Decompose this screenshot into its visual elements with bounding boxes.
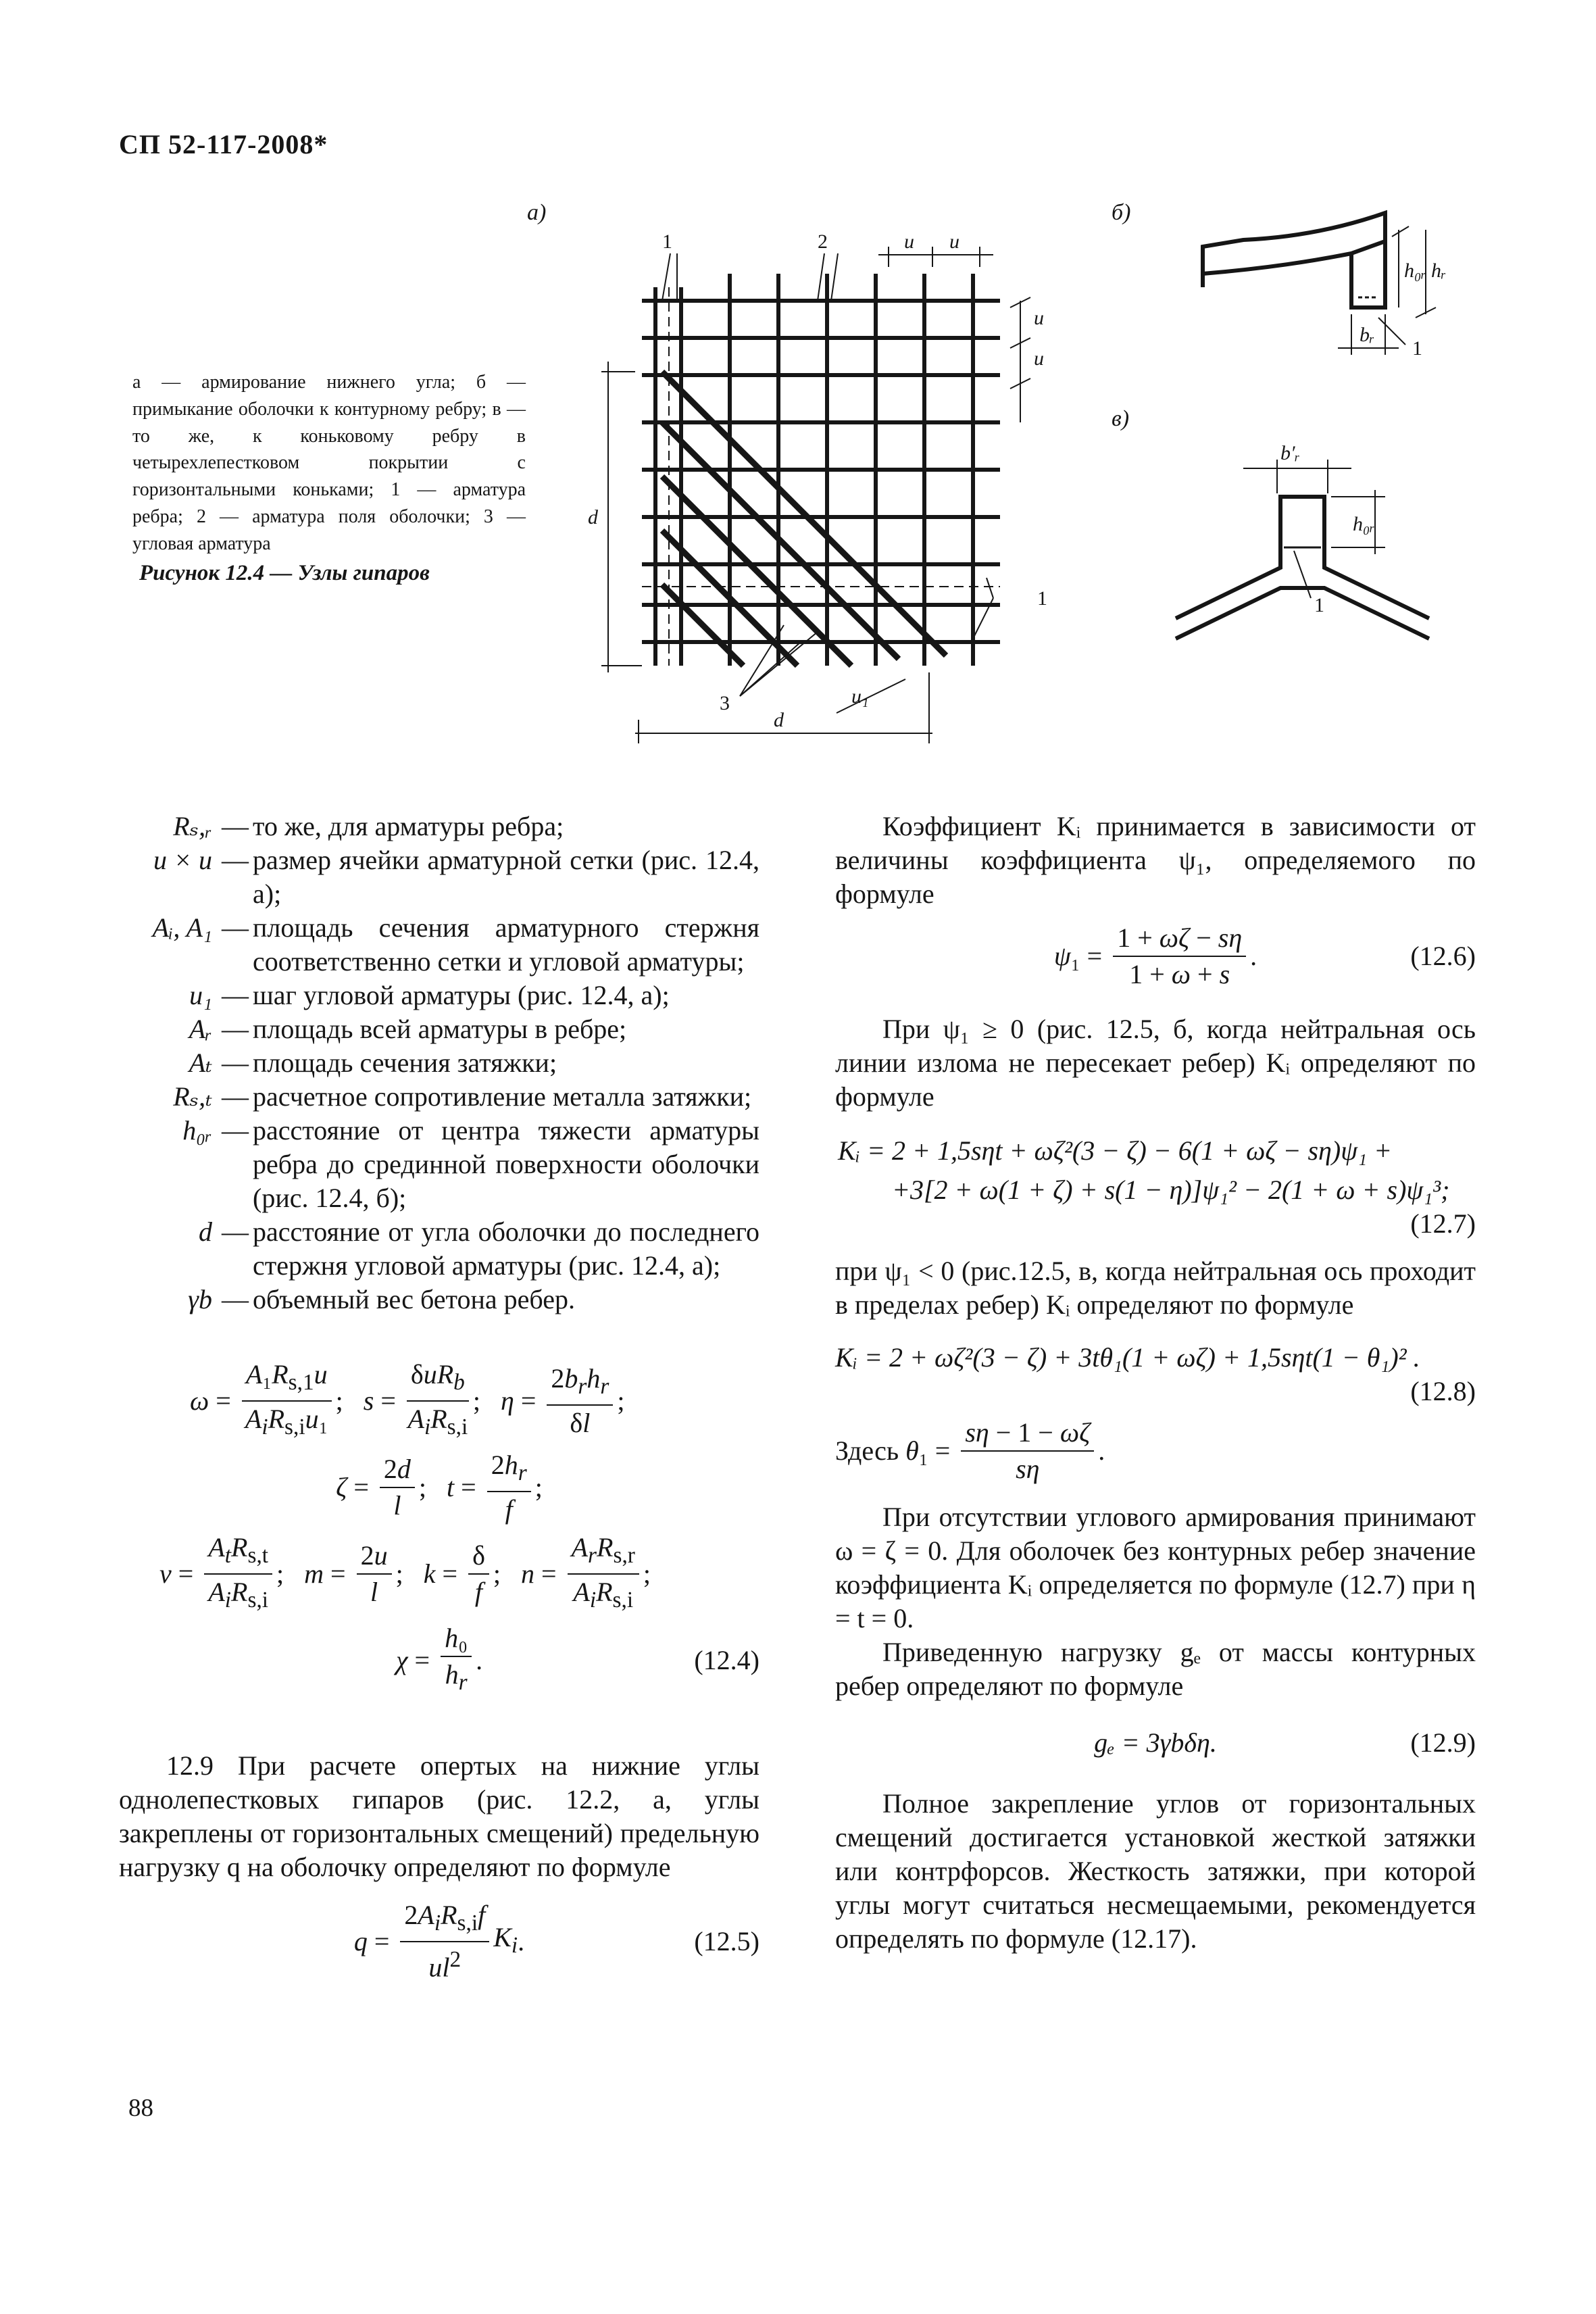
paragraph-12-9: 12.9 При расчете опертых на нижние углы однолепестковых гипаров (рис. 12.2, а, углы закреплены от горизонтальных смещений) предельную нагрузку q на оболочку определяют по формуле (119, 1750, 759, 1882)
definition-item: d — расстояние от угла оболочки до последнего стержня угловой арматуры (рис. 12.4, а); (199, 1216, 759, 1281)
mark-1-top: 1 (662, 230, 672, 253)
left-column (119, 810, 759, 1985)
definition-item: u₁ — шаг угловой арматуры (рис. 12.4, а); (189, 980, 670, 1010)
equation-12-7-line-2: +3[2 + ω(1 + ζ) + s(1 − η)]ψ₁² − 2(1 + ω + s)ψ₁³; (892, 1175, 1450, 1205)
definition-item: Rₛ,ᵣ — то же, для арматуры ребра; (173, 811, 564, 841)
paragraph-psi-negative: при ψ₁ < 0 (рис.12.5, в, когда нейтральная ось проходит в пределах ребер) Kᵢ определяют по формуле (835, 1256, 1476, 1320)
equation-12-6: ψ ₁ = 1 + ωζ − sη 1 + ω + s . (12.6) (835, 920, 1476, 992)
mark-1-right: 1 (1037, 587, 1047, 610)
figure-caption: а — армирование нижнего угла; б — примыкание оболочки к контурному ребру; в — то же, к коньковому ребру в четырехлепестковом покрытии с горизонтальными коньками; 1 — арматура ребра; 2 — арматура поля оболочки; 3 — угловая арматура (132, 372, 526, 554)
paragraph-psi-positive: При ψ₁ ≥ 0 (рис. 12.5, б, когда нейтральная ось линии излома не пересекает ребер) Kᵢ определяют по формуле (835, 1014, 1476, 1112)
dim-d-horizontal: d (774, 709, 784, 731)
dim-hr-b: hᵣ (1431, 260, 1447, 282)
dim-u-3: u (1034, 307, 1044, 329)
definition-item: h₀ᵣ — расстояние от центра тяжести арматуры ребра до срединной поверхности оболочки (рис. 12.4, б); (182, 1115, 759, 1213)
mark-2: 2 (818, 230, 828, 253)
document-header: СП 52-117-2008* (119, 129, 328, 159)
equation-12-4: ω = $A_1R_{s,1}u$ $A_iR_{s,i}u_1$ ; s = δuR$_b$ $A_iR_{s,i}$ ; η = $2b_rh_r$ δl ; ζ = 2d l ; t = $2h_r$ f ; ν = $A_tR_{s,t}$ $A_iR_{s,i}$ ; m = 2u l ; k = δ f ; n = $A_rR_{s,r}$ $A_iR_{s,i}$ ; χ = h₀ $h_r$ . (12.4) (119, 1357, 759, 1722)
equation-12-7 (835, 1134, 1476, 1241)
dim-br: bᵣ (1360, 324, 1375, 346)
equation-12-9-body: gₑ = 3γbδη. (1094, 1727, 1217, 1758)
grid-horizontal-bars (642, 301, 1000, 642)
dim-u-4: u (1034, 347, 1044, 370)
definition-item: Aₜ — площадь сечения затяжки; (189, 1048, 557, 1078)
mark-3: 3 (720, 692, 730, 714)
dim-h0r-b: h₀ᵣ (1404, 260, 1426, 282)
dim-u-1: u (904, 230, 914, 253)
dim-u1: u₁ (851, 685, 869, 708)
equation-number-12-7: (12.7) (1410, 1208, 1476, 1239)
panel-label-b: б) (1112, 200, 1131, 225)
equation-theta: Здесь θ ₁ = sη − 1 − ωζ sη . (835, 1415, 1476, 1487)
definition-item: Aᵢ, A₁ — площадь сечения арматурного стержня соответственно сетки и угловой арматуры; (152, 912, 759, 977)
dim-br-prime: b′ᵣ (1280, 442, 1300, 464)
dim-h0r-v: h₀ᵣ (1353, 513, 1375, 535)
equation-12-8 (835, 1341, 1476, 1408)
equation-12-8-body: Kᵢ = 2 + ωζ²(3 − ζ) + 3tθ₁(1 + ωζ) + 1,5sηt(1 − θ₁)² . (835, 1342, 1420, 1373)
dimension-lines (601, 247, 1030, 743)
equation-12-7-line-1: Kᵢ = 2 + 1,5sηt + ωζ²(3 − ζ) − 6(1 + ωζ − sη)ψ₁ + (838, 1135, 1392, 1166)
definition-item: γb — объемный вес бетона ребер. (188, 1284, 575, 1314)
section-v (1176, 497, 1429, 639)
dim-u-2: u (949, 230, 959, 253)
equation-number-12-4: (12.4) (694, 1645, 759, 1675)
here-label: Здесь (835, 1435, 899, 1466)
page-number: 88 (128, 2094, 153, 2122)
section-b (1203, 213, 1385, 307)
figure-title: Рисунок 12.4 — Узлы гипаров (139, 561, 430, 585)
definition-item: Aᵣ — площадь всей арматуры в ребре; (189, 1014, 627, 1044)
mark-1-b: 1 (1412, 337, 1422, 360)
figure-12-4 (500, 199, 1480, 754)
mark-1-v: 1 (1314, 594, 1324, 616)
equation-number-12-8: (12.8) (1410, 1376, 1476, 1406)
equation-number-12-5: (12.5) (694, 1925, 759, 1956)
paragraph-fixing: Полное закрепление углов от горизонтальных смещений достигается установкой жесткой затяжки или контрфорсов. Жесткость затяжки, при которой углы могут считаться несмещаемыми, рекомендуется определять по формуле (12.17). (835, 1788, 1476, 1954)
equation-number-12-6: (12.6) (1410, 941, 1476, 971)
definition-item: u × u — размер ячейки арматурной сетки (рис. 12.4, а); (153, 845, 759, 909)
paragraph-no-corner: При отсутствии углового армирования принимают ω = ζ = 0. Для оболочек без контурных ребер значение коэффициента Kᵢ определяется по формуле (12.7) при η = t = 0. (835, 1502, 1476, 1633)
panel-label-a: а) (527, 200, 547, 225)
panel-label-v: в) (1112, 406, 1130, 431)
definition-item: Rₛ,ₜ — расчетное сопротивление металла затяжки; (173, 1081, 752, 1112)
equation-12-9 (835, 1726, 1476, 1760)
equation-12-5: q = $2A_iR_{s,i}f$ $ul^2$ $K_i$ . (12.5) (119, 1898, 759, 1985)
dim-d-vertical: d (588, 506, 598, 528)
paragraph-load: Приведенную нагрузку gₑ от массы контурных ребер определяют по формуле (835, 1637, 1476, 1701)
paragraph-ki: Коэффициент Kᵢ принимается в зависимости от величины коэффициента ψ₁, определяемого по формуле (835, 811, 1476, 909)
right-column (835, 810, 1476, 1956)
equation-number-12-9: (12.9) (1410, 1727, 1476, 1758)
